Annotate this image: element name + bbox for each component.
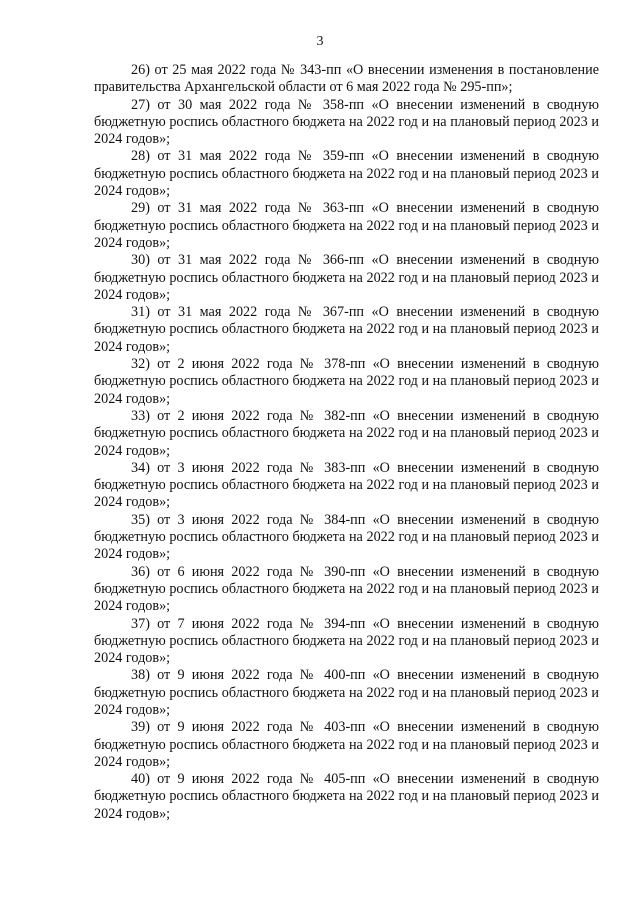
- list-item: 29) от 31 мая 2022 года № 363-пп «О внесении изменений в сводную бюджетную роспись областного бюджета на 2022 год и на плановый период 2023 и 2024 годов»;: [94, 200, 599, 251]
- list-item: 34) от 3 июня 2022 года № 383-пп «О внесении изменений в сводную бюджетную роспись областного бюджета на 2022 год и на плановый период 2023 и 2024 годов»;: [94, 459, 599, 511]
- list-item: 40) от 9 июня 2022 года № 405-пп «О внесении изменений в сводную бюджетную роспись областного бюджета на 2022 год и на плановый период 2023 и 2024 годов»;: [94, 771, 599, 822]
- list-item: 36) от 6 июня 2022 года № 390-пп «О внесении изменений в сводную бюджетную роспись областного бюджета на 2022 год и на плановый период 2023 и 2024 годов»;: [94, 563, 599, 615]
- list-item: 31) от 31 мая 2022 года № 367-пп «О внесении изменений в сводную бюджетную роспись областного бюджета на 2022 год и на плановый период 2023 и 2024 годов»;: [94, 304, 599, 355]
- page-number: 3: [316, 34, 324, 49]
- list-item: 27) от 30 мая 2022 года № 358-пп «О внесении изменений в сводную бюджетную роспись областного бюджета на 2022 год и на плановый период 2023 и 2024 годов»;: [94, 96, 599, 148]
- list-item: 35) от 3 июня 2022 года № 384-пп «О внесении изменений в сводную бюджетную роспись областного бюджета на 2022 год и на плановый период 2023 и 2024 годов»;: [94, 511, 599, 563]
- document-body: [94, 62, 599, 823]
- list-item: 26) от 25 мая 2022 года № 343-пп «О внесении изменения в постановление правительства Архангельской области от 6 мая 2022 года № 295-пп»;: [94, 62, 599, 96]
- list-item: 28) от 31 мая 2022 года № 359-пп «О внесении изменений в сводную бюджетную роспись областного бюджета на 2022 год и на плановый период 2023 и 2024 годов»;: [94, 148, 599, 200]
- list-item: 32) от 2 июня 2022 года № 378-пп «О внесении изменений в сводную бюджетную роспись областного бюджета на 2022 год и на плановый период 2023 и 2024 годов»;: [94, 356, 599, 407]
- list-item: 33) от 2 июня 2022 года № 382-пп «О внесении изменений в сводную бюджетную роспись областного бюджета на 2022 год и на плановый период 2023 и 2024 годов»;: [94, 407, 599, 459]
- list-item: 37) от 7 июня 2022 года № 394-пп «О внесении изменений в сводную бюджетную роспись областного бюджета на 2022 год и на плановый период 2023 и 2024 годов»;: [94, 615, 599, 667]
- list-item: 39) от 9 июня 2022 года № 403-пп «О внесении изменений в сводную бюджетную роспись областного бюджета на 2022 год и на плановый период 2023 и 2024 годов»;: [94, 719, 599, 770]
- list-item: 38) от 9 июня 2022 года № 400-пп «О внесении изменений в сводную бюджетную роспись областного бюджета на 2022 год и на плановый период 2023 и 2024 годов»;: [94, 667, 599, 718]
- list-item: 30) от 31 мая 2022 года № 366-пп «О внесении изменений в сводную бюджетную роспись областного бюджета на 2022 год и на плановый период 2023 и 2024 годов»;: [94, 252, 599, 303]
